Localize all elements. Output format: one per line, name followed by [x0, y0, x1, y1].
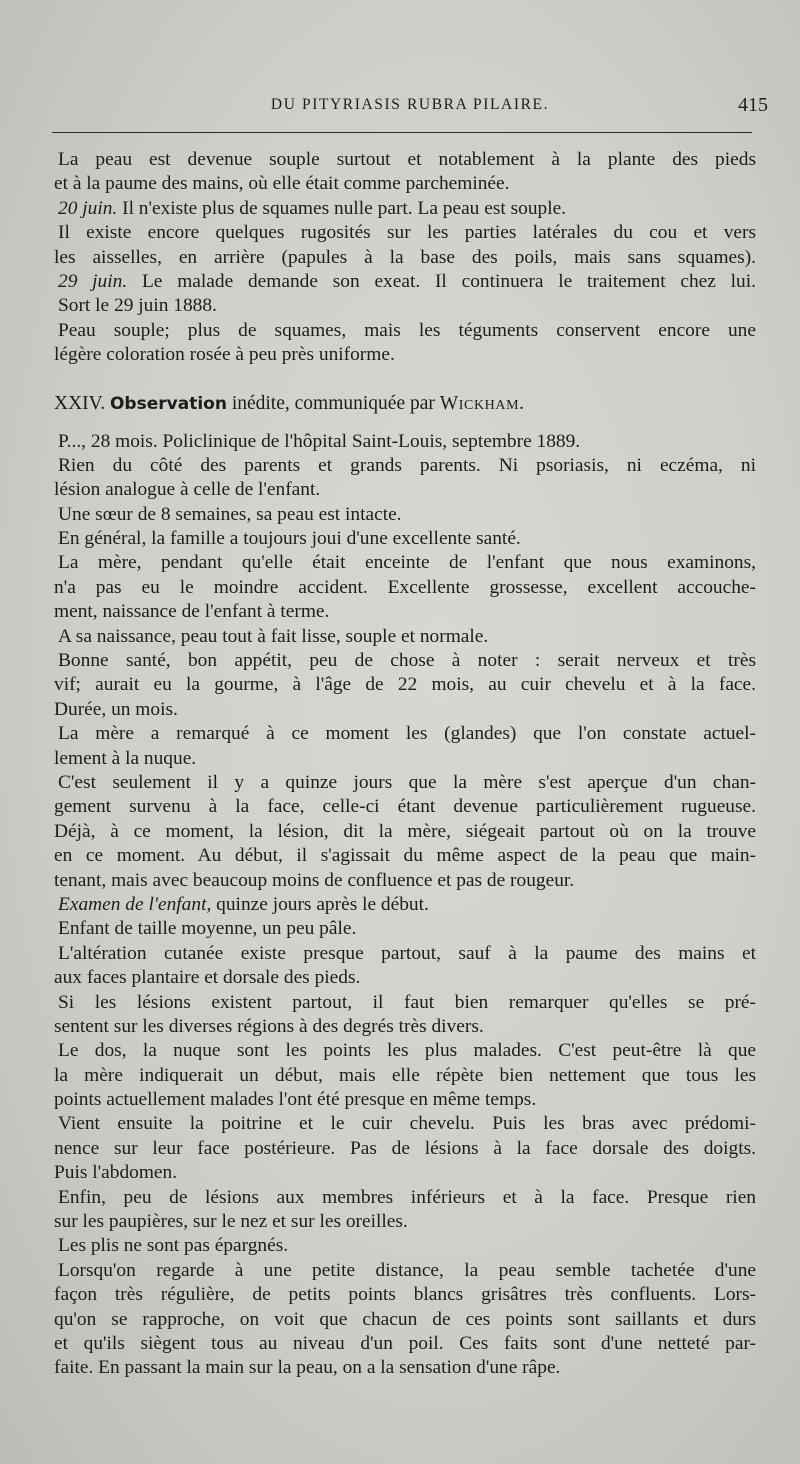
text-line	[54, 1210, 756, 1234]
line-text: ment, naissance de l'enfant à terme.	[54, 601, 330, 623]
paragraph-block-continuation	[54, 148, 756, 368]
text-line	[54, 991, 756, 1015]
line-text: points actuellement malades l'ont été presque en même temps.	[54, 1089, 537, 1111]
line-text: C'est seulement il y a quinze jours que la mère s'est aperçue d'un chan-	[58, 771, 756, 793]
text-line	[54, 1112, 756, 1136]
italic-lead: 29 juin.	[58, 270, 128, 292]
section-heading	[54, 390, 756, 418]
line-text: A sa naissance, peau tout à fait lisse, souple et normale.	[58, 625, 489, 647]
text-line	[54, 1259, 756, 1283]
line-text: Enfant de taille moyenne, un peu pâle.	[58, 918, 357, 940]
line-text: qu'on se rapproche, on voit que chacun de ces points sont saillants et durs	[54, 1308, 756, 1330]
line-text: L'altération cutanée existe presque partout, sauf à la paume des mains et	[58, 942, 756, 964]
line-text: La mère, pendant qu'elle était enceinte de l'enfant que nous examinons,	[58, 552, 756, 574]
text-line	[54, 917, 756, 941]
text-line	[54, 197, 756, 221]
text-line	[54, 1356, 756, 1380]
line-text: Si les lésions existent partout, il faut bien remarquer qu'elles se pré-	[58, 991, 756, 1013]
running-head	[52, 94, 768, 120]
line-text: gement survenu à la face, celle-ci étant devenue particulièrement rugueuse.	[54, 796, 756, 818]
text-line	[54, 1088, 756, 1112]
text-line	[54, 551, 756, 575]
line-text: Peau souple; plus de squames, mais les téguments conservent encore une	[58, 319, 756, 341]
line-text: quinze jours après le début.	[211, 893, 429, 915]
text-line	[54, 294, 756, 318]
text-line	[54, 1332, 756, 1356]
text-line	[54, 246, 756, 270]
body-text	[54, 148, 756, 1381]
line-text: faite. En passant la main sur la peau, on a la sensation d'une râpe.	[54, 1357, 561, 1379]
text-line	[54, 148, 756, 172]
running-title: DU PITYRIASIS RUBRA PILAIRE.	[270, 96, 550, 113]
text-line	[54, 625, 756, 649]
line-text: sur les paupières, sur le nez et sur les oreilles.	[54, 1211, 408, 1233]
line-text: façon très régulière, de petits points blancs grisâtres très confluents. Lors-	[54, 1284, 756, 1306]
text-line	[54, 270, 756, 294]
line-text: Vient ensuite la poitrine et le cuir chevelu. Puis les bras avec prédomi-	[58, 1113, 756, 1135]
text-line	[54, 1283, 756, 1307]
line-text: Déjà, à ce moment, la lésion, dit la mère, siégeait partout où on la trouve	[54, 820, 756, 842]
text-line	[54, 527, 756, 551]
section-author: Wickham.	[439, 392, 525, 414]
text-line	[54, 1039, 756, 1063]
section-spacer-after	[54, 418, 756, 430]
line-text: Le malade demande son exeat. Il continuera le traitement chez lui.	[127, 270, 756, 292]
text-line	[54, 343, 756, 367]
line-text: les aisselles, en arrière (papules à la base des poils, mais sans squames).	[54, 246, 756, 268]
line-text: tenant, mais avec beaucoup moins de confluence et pas de rougeur.	[54, 869, 575, 891]
line-text: en ce moment. Au début, il s'agissait du même aspect de la peau que main-	[54, 845, 756, 867]
text-line	[54, 1137, 756, 1161]
line-text: Il existe encore quelques rugosités sur les parties latérales du cou et vers	[58, 222, 756, 244]
line-text: Enfin, peu de lésions aux membres inférieurs et à la face. Presque rien	[58, 1186, 756, 1208]
line-text: Il n'existe plus de squames nulle part. La peau est souple.	[117, 197, 567, 219]
text-line	[54, 747, 756, 771]
text-line	[54, 600, 756, 624]
line-text: Le dos, la nuque sont les points les plus malades. C'est peut-être là que	[58, 1040, 756, 1062]
line-text: En général, la famille a toujours joui d'une excellente santé.	[58, 528, 521, 550]
italic-lead: 20 juin.	[58, 197, 118, 219]
text-line	[54, 722, 756, 746]
text-line	[54, 649, 756, 673]
line-text: et à la paume des mains, où elle était comme parcheminée.	[54, 173, 510, 195]
line-text: sentent sur les diverses régions à des degrés très divers.	[54, 1015, 484, 1037]
text-line	[54, 771, 756, 795]
paragraph-block-observation	[54, 430, 756, 1381]
line-text: et qu'ils siègent tous au niveau d'un poil. Ces faits sont d'une netteté par-	[54, 1332, 756, 1354]
line-text: lement à la nuque.	[54, 747, 197, 769]
line-text: vif; aurait eu la gourme, à l'âge de 22 mois, au cuir chevelu et à la face.	[54, 674, 756, 696]
text-line	[54, 478, 756, 502]
line-text: aux faces plantaire et dorsale des pieds.	[54, 967, 361, 989]
text-line	[54, 1234, 756, 1258]
text-line	[54, 576, 756, 600]
line-text: Les plis ne sont pas épargnés.	[58, 1235, 289, 1257]
text-line	[54, 966, 756, 990]
line-text: P..., 28 mois. Policlinique de l'hôpital Saint-Louis, septembre 1889.	[58, 430, 581, 452]
text-line	[54, 1064, 756, 1088]
text-line	[54, 673, 756, 697]
text-line	[54, 1161, 756, 1185]
text-line	[54, 1308, 756, 1332]
line-text: n'a pas eu le moindre accident. Excellente grossesse, excellent accouche-	[54, 576, 756, 598]
section-spacer	[54, 368, 756, 390]
line-text: légère coloration rosée à peu près uniforme.	[54, 344, 395, 366]
text-line	[54, 454, 756, 478]
line-text: La peau est devenue souple surtout et notablement à la plante des pieds	[58, 149, 756, 170]
text-line	[54, 698, 756, 722]
line-text: nence sur leur face postérieure. Pas de lésions à la face dorsale des doigts.	[54, 1137, 756, 1159]
text-line	[54, 503, 756, 527]
line-text: Lorsqu'on regarde à une petite distance, la peau semble tachetée d'une	[58, 1259, 756, 1281]
line-text: Puis l'abdomen.	[54, 1162, 178, 1184]
text-line	[54, 430, 756, 454]
section-text: inédite, communiquée par	[226, 392, 440, 414]
line-text: Bonne santé, bon appétit, peu de chose à noter : serait nerveux et très	[58, 650, 756, 672]
line-text: Durée, un mois.	[54, 698, 178, 720]
text-line	[54, 893, 756, 917]
text-line	[54, 172, 756, 196]
text-line	[54, 1015, 756, 1039]
page-number: 415	[738, 94, 768, 116]
text-line	[54, 795, 756, 819]
text-line	[54, 869, 756, 893]
section-number: XXIV.	[54, 392, 106, 414]
line-text: Sort le 29 juin 1888.	[58, 295, 217, 317]
line-text: la mère indiquerait un début, mais elle répète bien nettement que tous les	[54, 1064, 756, 1086]
line-text: lésion analogue à celle de l'enfant.	[54, 479, 321, 501]
header-rule	[52, 132, 752, 133]
section-label: Observation	[109, 393, 227, 414]
text-line	[54, 319, 756, 343]
text-line	[54, 820, 756, 844]
text-line	[54, 1186, 756, 1210]
line-text: La mère a remarqué à ce moment les (glandes) que l'on constate actuel-	[58, 723, 756, 745]
italic-lead: Examen de l'enfant,	[58, 893, 212, 915]
line-text: Une sœur de 8 semaines, sa peau est intacte.	[58, 503, 402, 525]
text-line	[54, 942, 756, 966]
text-line	[54, 844, 756, 868]
text-line	[54, 221, 756, 245]
line-text: Rien du côté des parents et grands parents. Ni psoriasis, ni eczéma, ni	[58, 454, 756, 476]
